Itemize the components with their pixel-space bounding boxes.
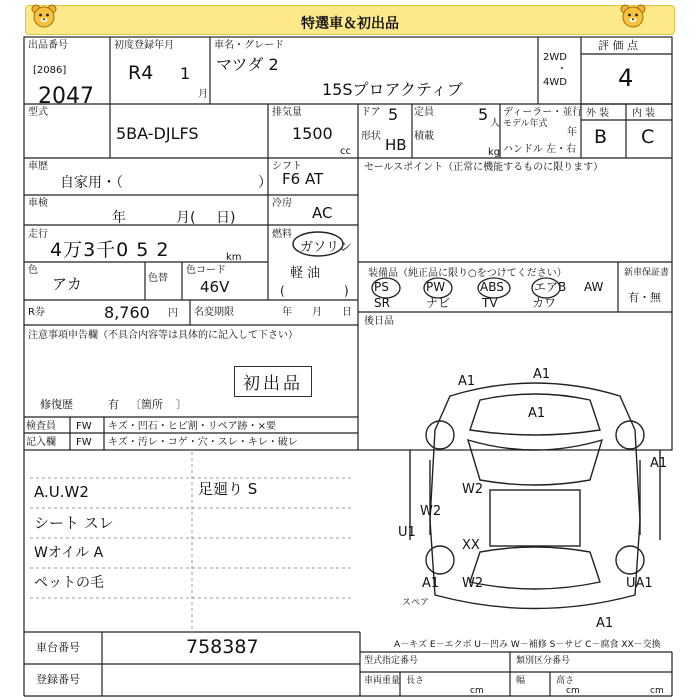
- registration-era: R4: [128, 62, 154, 84]
- mark-w2-left-door: W2: [462, 482, 484, 497]
- displacement-value: 1500: [292, 124, 333, 143]
- warranty-value: 有・無: [628, 291, 661, 304]
- fuel-diesel: 軽 油: [290, 266, 321, 281]
- model-grade-label: 車名・グレード: [214, 40, 284, 51]
- evaluation-score: 4: [618, 64, 634, 92]
- recycle-label: R券: [28, 307, 45, 318]
- equipment-aw: AW: [584, 280, 604, 294]
- repair-history-value: 有: [108, 398, 119, 411]
- doors-label: ドア: [361, 107, 381, 118]
- name-change-month: 月: [312, 307, 322, 318]
- recycle-unit: 円: [168, 308, 178, 319]
- car-name: マツダ 2: [216, 55, 279, 74]
- entry-wiper-a: Wオイル A: [34, 545, 104, 561]
- model-code: 5BA-DJLFS: [116, 124, 199, 143]
- inspector-label: 検査員: [26, 421, 56, 432]
- damage-legend: A－キズ E－エクボ U－凹み W－補修 S－サビ C－腐食 XX－交換: [394, 640, 661, 650]
- color-code-label: 色コード: [186, 265, 226, 276]
- drive-separator: ・: [557, 64, 567, 75]
- name-change-year: 年: [282, 307, 292, 318]
- color-value: アカ: [52, 275, 82, 293]
- vehicle-weight-label: 車両重量: [364, 676, 401, 686]
- month-suffix: 月: [198, 89, 208, 100]
- mark-a1-hood-left: A1: [458, 374, 476, 389]
- displacement-label: 排気量: [272, 107, 302, 118]
- inspector-codes: FW: [76, 421, 92, 432]
- category-number-label: 類別区分番号: [516, 656, 571, 666]
- sheet-title: 特選車＆初出品: [301, 16, 399, 32]
- repair-history-location: 〔箇所: [130, 398, 163, 411]
- equipment-pw: PW: [426, 280, 446, 294]
- grade-name: 15Sプロアクティブ: [322, 80, 463, 99]
- color-code-small-label: 色替: [148, 273, 168, 284]
- equipment-tv: TV: [482, 296, 498, 310]
- body-type-label: 形状: [361, 131, 381, 142]
- equipment-sr: SR: [374, 296, 390, 310]
- equipment-circles: [368, 276, 588, 300]
- first-listing-stamp: 初出品: [234, 366, 312, 397]
- chassis-label: 車台番号: [36, 641, 80, 654]
- notes-label: 注意事項申告欄（不具合内容等は具体的に記入して下さい）: [28, 330, 298, 341]
- displacement-unit: cc: [340, 146, 351, 157]
- entry-label: 記入欄: [26, 437, 56, 448]
- inspection-label: 車検: [28, 198, 48, 209]
- mark-xx-left-rear: XX: [462, 538, 480, 553]
- mileage-value: 4万3千0 5 2: [50, 239, 170, 261]
- equipment-airbag: エアB: [534, 280, 567, 294]
- load-capacity-unit: kg: [488, 147, 501, 158]
- lot-number-label: 出品番号: [28, 40, 68, 51]
- inspection-day-label: 日): [216, 210, 236, 226]
- entry-seat-wear: シート スレ: [34, 514, 114, 532]
- inspection-month-label: 月(: [176, 210, 196, 226]
- shift-value: F6 AT: [282, 170, 324, 188]
- load-capacity-label: 積載: [414, 131, 434, 142]
- entry-codes: FW: [76, 437, 92, 448]
- length-label: 長さ: [406, 676, 425, 686]
- rear-seat-label: 後日品: [364, 316, 394, 327]
- history-close-paren: ）: [258, 175, 272, 191]
- model-year-label: モデル年式: [503, 119, 548, 129]
- capacity-label: 定員: [414, 107, 434, 118]
- mileage-label: 走行: [28, 229, 48, 240]
- lot-number: 2047: [38, 84, 94, 109]
- capacity-unit: 人: [490, 118, 500, 129]
- warranty-label: 新車保証書: [624, 268, 670, 278]
- exterior-label: 外 装: [586, 108, 610, 119]
- repair-history-close: 〕: [176, 398, 187, 411]
- sales-point-label: セールスポイント（正常に機能するものに限ります）: [364, 162, 604, 173]
- equipment-abs: ABS: [480, 280, 504, 294]
- interior-grade: C: [641, 126, 655, 148]
- height-unit: cm: [650, 686, 664, 696]
- capacity-value: 5: [478, 105, 489, 124]
- mark-a1-rear-left: A1: [422, 576, 440, 591]
- repair-history-label: 修復歴: [40, 398, 73, 411]
- registration-number-label: 登録番号: [36, 673, 80, 686]
- handle-label: ハンドル 左・右: [503, 144, 577, 155]
- shift-label: シフト: [272, 161, 302, 172]
- color-code-value: 46V: [200, 278, 230, 296]
- chassis-number: 758387: [186, 636, 259, 658]
- first-registration-label: 初度登録年月: [114, 40, 174, 51]
- fuel-gasoline-circle: [290, 230, 353, 258]
- equipment-ps: PS: [374, 280, 389, 294]
- dealer-label: ディーラー・並行: [503, 107, 583, 118]
- height-label: 高さ: [556, 676, 575, 686]
- model-code-label: 型式: [28, 107, 48, 118]
- aircon-value: AC: [312, 204, 333, 222]
- inspector-legend: キズ・凹石・ヒビ割・リペア跡・×要: [108, 421, 276, 432]
- equipment-label: 装備品（純正品に限り○をつけてください）: [368, 268, 567, 279]
- exterior-grade: B: [594, 126, 608, 148]
- mark-w2-left-side: W2: [420, 504, 442, 519]
- entry-pet-hair: ペットの毛: [34, 575, 104, 591]
- length-unit: cm: [470, 686, 484, 696]
- extra-open-paren: (: [280, 284, 285, 298]
- color-label: 色: [28, 265, 38, 276]
- mark-a1-rear-bumper: A1: [596, 616, 614, 631]
- inspection-year-label: 年: [112, 210, 126, 226]
- doors-value: 5: [388, 105, 399, 124]
- extra-close-paren: ): [344, 284, 349, 298]
- year-suffix: 年: [567, 127, 577, 138]
- mark-w2-rear: W2: [462, 576, 484, 591]
- spare-tire-label: スペア: [402, 598, 430, 608]
- width-unit: cm: [566, 686, 580, 696]
- recycle-value: 8,760: [104, 303, 150, 322]
- width-label: 幅: [516, 676, 526, 686]
- mark-a1-hood-top: A1: [533, 367, 551, 382]
- name-change-day: 日: [342, 307, 352, 318]
- type-approval-label: 型式指定番号: [364, 656, 419, 666]
- mark-ua1-rear-right: UA1: [626, 576, 653, 591]
- mark-a1-right-fender: A1: [650, 456, 668, 471]
- entry-suspension: 足廻り S: [198, 480, 258, 498]
- registration-month: 1: [180, 64, 191, 83]
- entry-aw-w2: A.U.W2: [34, 483, 89, 501]
- mark-a1-windshield: A1: [528, 406, 546, 421]
- mileage-unit: km: [226, 252, 242, 263]
- mark-u1-left-rocker: U1: [398, 525, 416, 540]
- body-type-value: HB: [385, 136, 407, 154]
- fuel-label: 燃料: [272, 229, 292, 240]
- lot-sub-number: [2086]: [33, 65, 67, 76]
- fuel-gasoline: ガソリン: [300, 240, 353, 255]
- entry-legend: キズ・汚レ・コゲ・穴・スレ・キレ・破レ: [108, 437, 298, 448]
- history-label: 車歴: [28, 161, 48, 172]
- history-value: 自家用・（: [60, 175, 123, 191]
- equipment-leather: カワ: [532, 296, 557, 310]
- drive-2wd: 2WD: [543, 52, 567, 63]
- aircon-label: 冷房: [272, 198, 292, 209]
- name-change-label: 名変期限: [194, 307, 234, 318]
- evaluation-score-label: 評 価 点: [598, 39, 638, 52]
- drive-4wd: 4WD: [543, 77, 567, 88]
- equipment-navi: ナビ: [426, 296, 451, 310]
- interior-label: 内 装: [632, 108, 656, 119]
